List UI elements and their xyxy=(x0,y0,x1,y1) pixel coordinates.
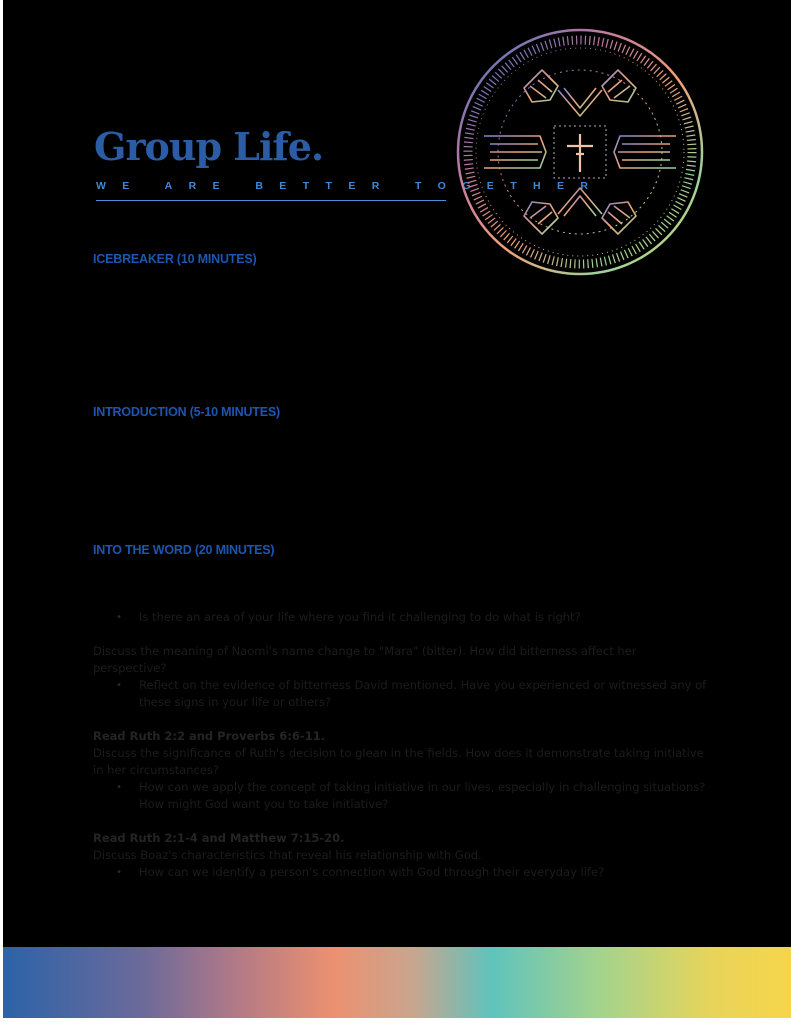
bullet-list xyxy=(93,677,713,711)
discussion-content xyxy=(93,609,713,881)
question-text: How can we identify a person's connection with God through their everyday life? xyxy=(139,865,605,879)
icebreaker-heading: ICEBREAKER (10 MINUTES) xyxy=(93,252,257,266)
footer-gradient-bar xyxy=(3,947,791,1018)
question-text: Is there an area of your life where you find it challenging to do what is right? xyxy=(139,610,581,624)
list-item xyxy=(93,779,713,813)
discussion-prompt: Discuss Boaz's characteristics that reveal his relationship with God. xyxy=(93,848,482,862)
list-item xyxy=(93,609,713,626)
hands-cross-emblem-icon xyxy=(454,26,706,278)
bullet-list xyxy=(93,609,713,626)
bullet-icon: • xyxy=(116,782,122,793)
bullet-list xyxy=(93,779,713,813)
bullet-icon: • xyxy=(116,680,122,691)
document-page xyxy=(3,0,791,1018)
scripture-reading: Read Ruth 2:1-4 and Matthew 7:15-20. xyxy=(93,831,345,845)
tagline: WE ARE BETTER TOGETHER xyxy=(96,180,605,192)
discussion-prompt: Discuss the meaning of Naomi's name change to "Mara" (bitter). How did bitterness affect her perspective? xyxy=(93,644,637,675)
title-underline xyxy=(96,200,446,201)
bullet-list xyxy=(93,864,713,881)
document-title: Group Life. xyxy=(94,124,324,169)
list-item xyxy=(93,864,713,881)
question-text: Reflect on the evidence of bitterness David mentioned. Have you experienced or witnessed any of these signs in your life or others? xyxy=(139,678,707,709)
into-the-word-heading: INTO THE WORD (20 MINUTES) xyxy=(93,543,275,557)
bullet-icon: • xyxy=(116,867,122,878)
list-item xyxy=(93,677,713,711)
discussion-prompt: Discuss the significance of Ruth's decision to glean in the fields. How does it demonstrate taking initiative in her circumstances? xyxy=(93,746,704,777)
introduction-heading: INTRODUCTION (5-10 MINUTES) xyxy=(93,405,280,419)
question-text: How can we apply the concept of taking initiative in our lives, especially in challenging situations? How might God want you to take initiative? xyxy=(139,780,706,811)
scripture-reading: Read Ruth 2:2 and Proverbs 6:6-11. xyxy=(93,729,325,743)
bullet-icon: • xyxy=(116,612,122,623)
